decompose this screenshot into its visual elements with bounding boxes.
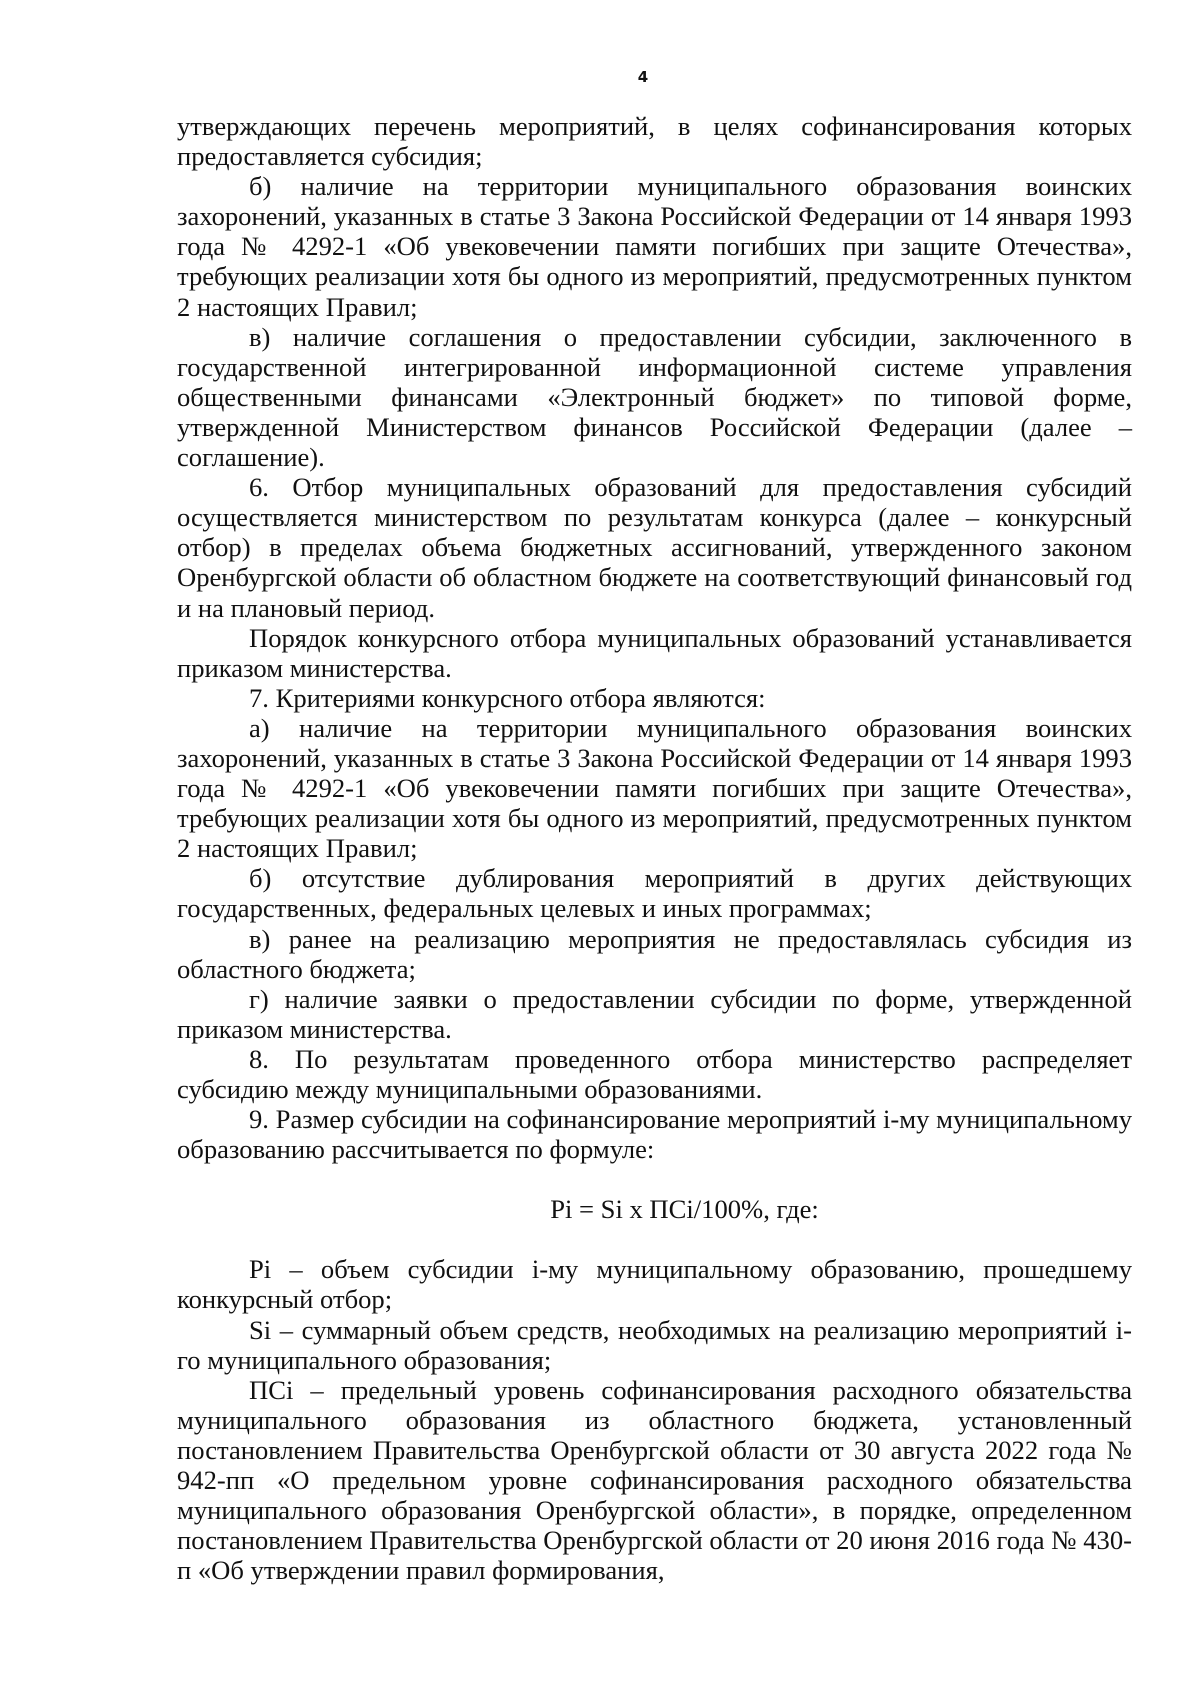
document-body <box>177 111 1132 1585</box>
paragraph: в) наличие соглашения о предоставлении субсидии, заключенного в государственной интегрированной информационной системе управления общественными финансами «Электронный бюджет» по типовой форме, утвержденной Министерством финансов Российской Федерации (далее – соглашение). <box>177 321 1132 473</box>
paragraph: 9. Размер субсидии на софинансирование мероприятий i-му муниципальному образованию рассчитывается по формуле: <box>177 1104 1132 1165</box>
paragraph: а) наличие на территории муниципального образования воинских захоронений, указанных в статье 3 Закона Российской Федерации от 14 января 1993 года № 4292-1 «Об увековечении памяти погибших при защите Отечества», требующих реализации хотя бы одного из мероприятий, предусмотренных пунктом 2 настоящих Правил; <box>177 712 1132 864</box>
paragraph: утверждающих перечень мероприятий, в целях софинансирования которых предоставляется субсидия; <box>177 111 1132 172</box>
paragraph: г) наличие заявки о предоставлении субсидии по форме, утвержденной приказом министерства. <box>177 983 1132 1044</box>
definition-paragraph: Pi – объем субсидии i-му муниципальному образованию, прошедшему конкурсный отбор; <box>177 1254 1132 1315</box>
paragraph: б) наличие на территории муниципального образования воинских захоронений, указанных в статье 3 Закона Российской Федерации от 14 января 1993 года № 4292-1 «Об увековечении памяти погибших при защите Отечества», требующих реализации хотя бы одного из мероприятий, предусмотренных пунктом 2 настоящих Правил; <box>177 171 1132 322</box>
formula: Pi = Si x ПСi/100%, где: <box>550 1194 819 1225</box>
page-number: 4 <box>637 68 649 86</box>
paragraph: Порядок конкурсного отбора муниципальных образований устанавливается приказом министерства. <box>177 622 1132 683</box>
paragraph: 8. По результатам проведенного отбора министерство распределяет субсидию между муниципальными образованиями. <box>177 1043 1132 1104</box>
definition-paragraph: ПСi – предельный уровень софинансирования расходного обязательства муниципального образования из областного бюджета, установленный постановлением Правительства Оренбургской области от 30 августа 2022 года № 942-пп «О предельном уровне софинансирования расходного обязательства муниципального образования Оренбургской области», в порядке, определенном постановлением Правительства Оренбургской области от 20 июня 2016 года № 430-п «Об утверждении правил формирования, <box>177 1374 1132 1586</box>
paragraph: в) ранее на реализацию мероприятия не предоставлялась субсидия из областного бюджета; <box>177 923 1132 984</box>
paragraph: 7. Критериями конкурсного отбора являются: <box>249 682 766 713</box>
definition-paragraph: Si – суммарный объем средств, необходимых на реализацию мероприятий i-го муниципального образования; <box>177 1314 1132 1375</box>
paragraph: 6. Отбор муниципальных образований для предоставления субсидий осуществляется министерством по результатам конкурса (далее – конкурсный отбор) в пределах объема бюджетных ассигнований, утвержденного законом Оренбургской области об областном бюджете на соответствующий финансовый год и на плановый период. <box>177 472 1132 623</box>
paragraph: б) отсутствие дублирования мероприятий в других действующих государственных, федеральных целевых и иных программах; <box>177 863 1132 924</box>
